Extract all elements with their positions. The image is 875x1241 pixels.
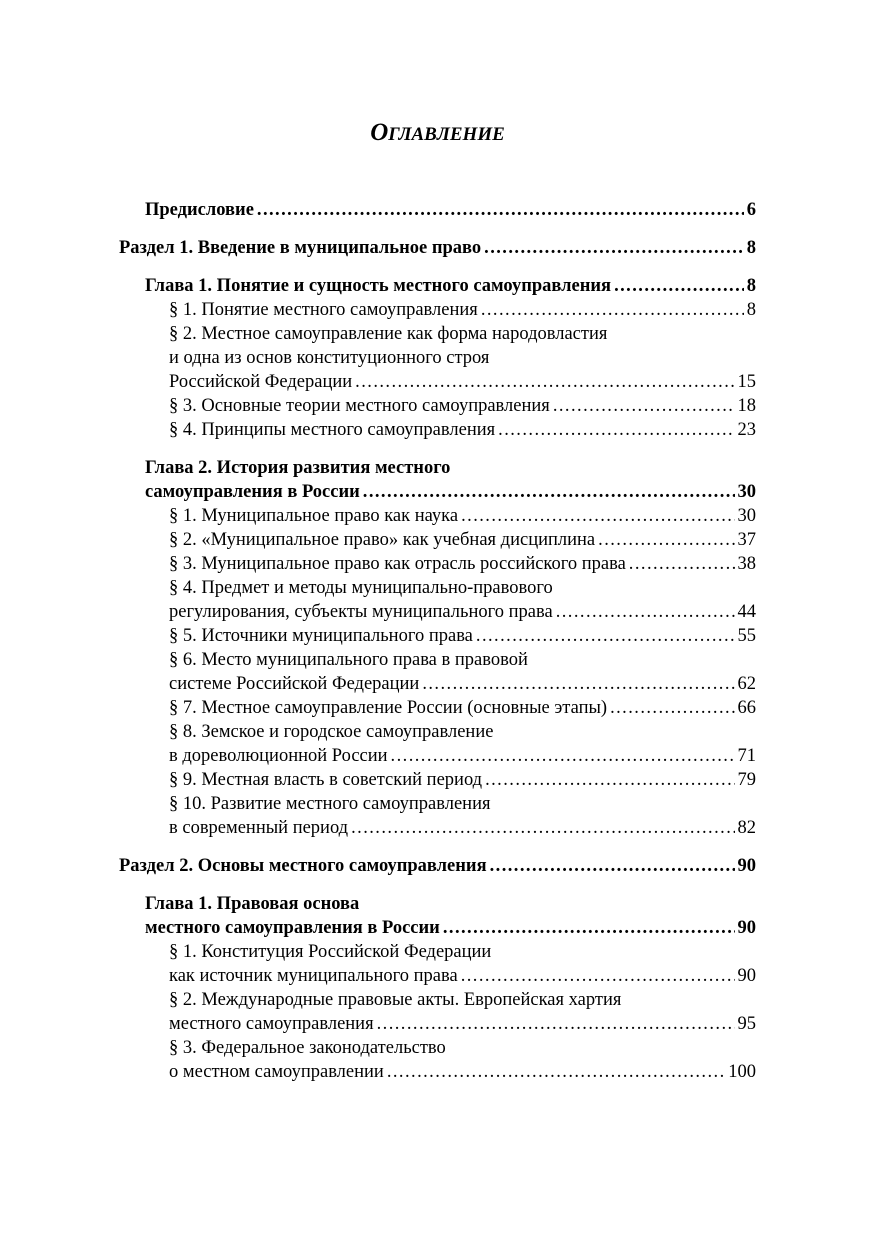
toc-entry-line xyxy=(169,744,756,768)
dot-leader xyxy=(363,480,735,504)
page-title xyxy=(0,118,875,150)
toc-entry-line xyxy=(169,600,756,624)
toc-entry-line xyxy=(169,624,756,648)
toc-entry-text-line: § 6. Место муниципального права в правовой xyxy=(169,650,528,670)
toc-entry-title: Предисловие xyxy=(145,200,254,220)
toc-page-number: 23 xyxy=(737,420,756,440)
toc-entry-title: о местном самоуправлении xyxy=(169,1062,384,1082)
toc-page-number: 30 xyxy=(737,482,756,502)
toc-entry-line xyxy=(119,854,756,878)
dot-leader xyxy=(490,854,735,878)
toc-entry-title: системе Российской Федерации xyxy=(169,674,420,694)
toc-entry-line xyxy=(145,198,756,222)
toc-entry-line xyxy=(169,768,756,792)
toc-entry-text-line: § 2. Местное самоуправление как форма народовластия xyxy=(169,324,608,344)
toc-entry-title: местного самоуправления в России xyxy=(145,918,440,938)
toc-page-number: 79 xyxy=(737,770,756,790)
toc-entry-title: § 7. Местное самоуправление России (основные этапы) xyxy=(169,698,608,718)
toc-entry-par[interactable] xyxy=(169,504,756,528)
toc-entry-par[interactable] xyxy=(169,418,756,442)
toc-entry-par[interactable] xyxy=(169,696,756,720)
toc-page-number: 8 xyxy=(746,300,756,320)
toc-entry-line xyxy=(169,696,756,720)
toc-page-number: 90 xyxy=(737,856,756,876)
toc-page-number: 18 xyxy=(737,396,756,416)
toc-entry-chapter[interactable] xyxy=(145,892,756,940)
toc-entry-par[interactable] xyxy=(169,394,756,418)
dot-leader xyxy=(598,528,734,552)
toc-page-number: 55 xyxy=(737,626,756,646)
toc-entry-par[interactable] xyxy=(169,792,756,840)
toc-page-number: 30 xyxy=(737,506,756,526)
toc-entry-line xyxy=(145,916,756,940)
toc-entry-chapter[interactable] xyxy=(145,456,756,504)
dot-leader xyxy=(257,198,744,222)
toc-entry-text-line: и одна из основ конституционного строя xyxy=(169,348,490,368)
toc-entry-par[interactable] xyxy=(169,576,756,624)
toc-entry-title: Глава 1. Понятие и сущность местного самоуправления xyxy=(145,276,612,296)
toc-entry-text-line: § 10. Развитие местного самоуправления xyxy=(169,794,491,814)
toc-entry-text-line: § 8. Земское и городское самоуправление xyxy=(169,722,494,742)
title-initial: О xyxy=(370,119,389,146)
toc-entry-line xyxy=(169,1060,756,1084)
toc-entry-line xyxy=(145,274,756,298)
toc-entry-par[interactable] xyxy=(169,624,756,648)
toc-entry-text-line: § 4. Предмет и методы муниципально-правового xyxy=(169,578,553,598)
toc-entry-title: как источник муниципального права xyxy=(169,966,458,986)
toc-entry-line xyxy=(169,298,756,322)
toc-entry-line xyxy=(169,528,756,552)
toc-gap xyxy=(0,222,875,236)
toc-page-number: 37 xyxy=(737,530,756,550)
toc-entry-par[interactable] xyxy=(169,552,756,576)
dot-leader xyxy=(629,552,735,576)
toc-gap xyxy=(0,260,875,274)
toc-entry-par[interactable] xyxy=(169,528,756,552)
dot-leader xyxy=(481,298,744,322)
dot-leader xyxy=(355,370,734,394)
toc-entry-par[interactable] xyxy=(169,988,756,1036)
toc-page-number: 44 xyxy=(737,602,756,622)
toc-entry-section[interactable] xyxy=(119,236,756,260)
toc-entry-title: § 1. Понятие местного самоуправления xyxy=(169,300,478,320)
dot-leader xyxy=(461,504,734,528)
toc-entry-title: регулирования, субъекты муниципального права xyxy=(169,602,553,622)
toc-entry-line xyxy=(145,480,756,504)
toc-entry-line xyxy=(119,236,756,260)
toc-entry-text-line: § 2. Международные правовые акты. Европейская хартия xyxy=(169,990,622,1010)
toc-entry-line xyxy=(169,964,756,988)
toc-entry-line xyxy=(169,418,756,442)
toc-entry-line xyxy=(169,1012,756,1036)
toc-page-number: 8 xyxy=(746,238,756,258)
toc-entry-par[interactable] xyxy=(169,720,756,768)
dot-leader xyxy=(553,394,735,418)
toc-entry-line xyxy=(169,370,756,394)
dot-leader xyxy=(556,600,735,624)
toc-entry-par[interactable] xyxy=(169,940,756,988)
toc-page-number: 82 xyxy=(737,818,756,838)
toc-entry-text-line: Глава 2. История развития местного xyxy=(145,458,451,478)
dot-leader xyxy=(422,672,734,696)
toc-entry-title: § 1. Муниципальное право как наука xyxy=(169,506,459,526)
toc-entry-par[interactable] xyxy=(169,1036,756,1084)
toc-page-number: 62 xyxy=(737,674,756,694)
toc-page-number: 38 xyxy=(737,554,756,574)
dot-leader xyxy=(387,1060,725,1084)
toc-page-number: 71 xyxy=(737,746,756,766)
toc-page-number: 95 xyxy=(737,1014,756,1034)
toc-entry-par[interactable] xyxy=(169,768,756,792)
toc-entry-chapter[interactable] xyxy=(145,198,756,222)
toc-gap xyxy=(0,442,875,456)
table-of-contents xyxy=(0,198,875,1084)
toc-entry-title: § 9. Местная власть в советский период xyxy=(169,770,483,790)
toc-entry-title: в дореволюционной России xyxy=(169,746,388,766)
toc-entry-title: Раздел 1. Введение в муниципальное право xyxy=(119,238,482,258)
toc-page-number: 8 xyxy=(746,276,756,296)
toc-entry-title: Раздел 2. Основы местного самоуправления xyxy=(119,856,487,876)
toc-entry-title: Российской Федерации xyxy=(169,372,353,392)
dot-leader xyxy=(476,624,735,648)
dot-leader xyxy=(610,696,734,720)
toc-page-number: 6 xyxy=(746,200,756,220)
toc-entry-line xyxy=(169,816,756,840)
dot-leader xyxy=(485,768,734,792)
toc-entry-title: местного самоуправления xyxy=(169,1014,374,1034)
toc-page-number: 90 xyxy=(737,966,756,986)
toc-gap xyxy=(0,840,875,854)
toc-entry-text-line: § 1. Конституция Российской Федерации xyxy=(169,942,492,962)
toc-entry-par[interactable] xyxy=(169,648,756,696)
toc-entry-par[interactable] xyxy=(169,298,756,322)
dot-leader xyxy=(614,274,744,298)
toc-entry-line xyxy=(169,672,756,696)
toc-page-number: 66 xyxy=(737,698,756,718)
dot-leader xyxy=(391,744,735,768)
toc-entry-line xyxy=(169,504,756,528)
toc-entry-title: § 5. Источники муниципального права xyxy=(169,626,473,646)
toc-page-number: 100 xyxy=(728,1062,756,1082)
toc-entry-title: в современный период xyxy=(169,818,349,838)
toc-entry-title: § 3. Основные теории местного самоуправления xyxy=(169,396,550,416)
toc-entry-section[interactable] xyxy=(119,854,756,878)
toc-page-number: 90 xyxy=(737,918,756,938)
toc-entry-par[interactable] xyxy=(169,322,756,394)
toc-gap xyxy=(0,878,875,892)
toc-entry-text-line: § 3. Федеральное законодательство xyxy=(169,1038,446,1058)
toc-entry-title: § 3. Муниципальное право как отрасль российского права xyxy=(169,554,626,574)
title-rest: ГЛАВЛЕНИЕ xyxy=(388,124,505,145)
toc-entry-line xyxy=(169,552,756,576)
toc-page-number: 15 xyxy=(737,372,756,392)
dot-leader xyxy=(498,418,734,442)
dot-leader xyxy=(484,236,744,260)
toc-entry-title: § 4. Принципы местного самоуправления xyxy=(169,420,496,440)
dot-leader xyxy=(443,916,735,940)
dot-leader xyxy=(461,964,735,988)
toc-entry-text-line: Глава 1. Правовая основа xyxy=(145,894,360,914)
toc-entry-chapter[interactable] xyxy=(145,274,756,298)
toc-entry-line xyxy=(169,394,756,418)
toc-entry-title: § 2. «Муниципальное право» как учебная дисциплина xyxy=(169,530,596,550)
dot-leader xyxy=(377,1012,735,1036)
toc-entry-title: самоуправления в России xyxy=(145,482,360,502)
dot-leader xyxy=(351,816,734,840)
